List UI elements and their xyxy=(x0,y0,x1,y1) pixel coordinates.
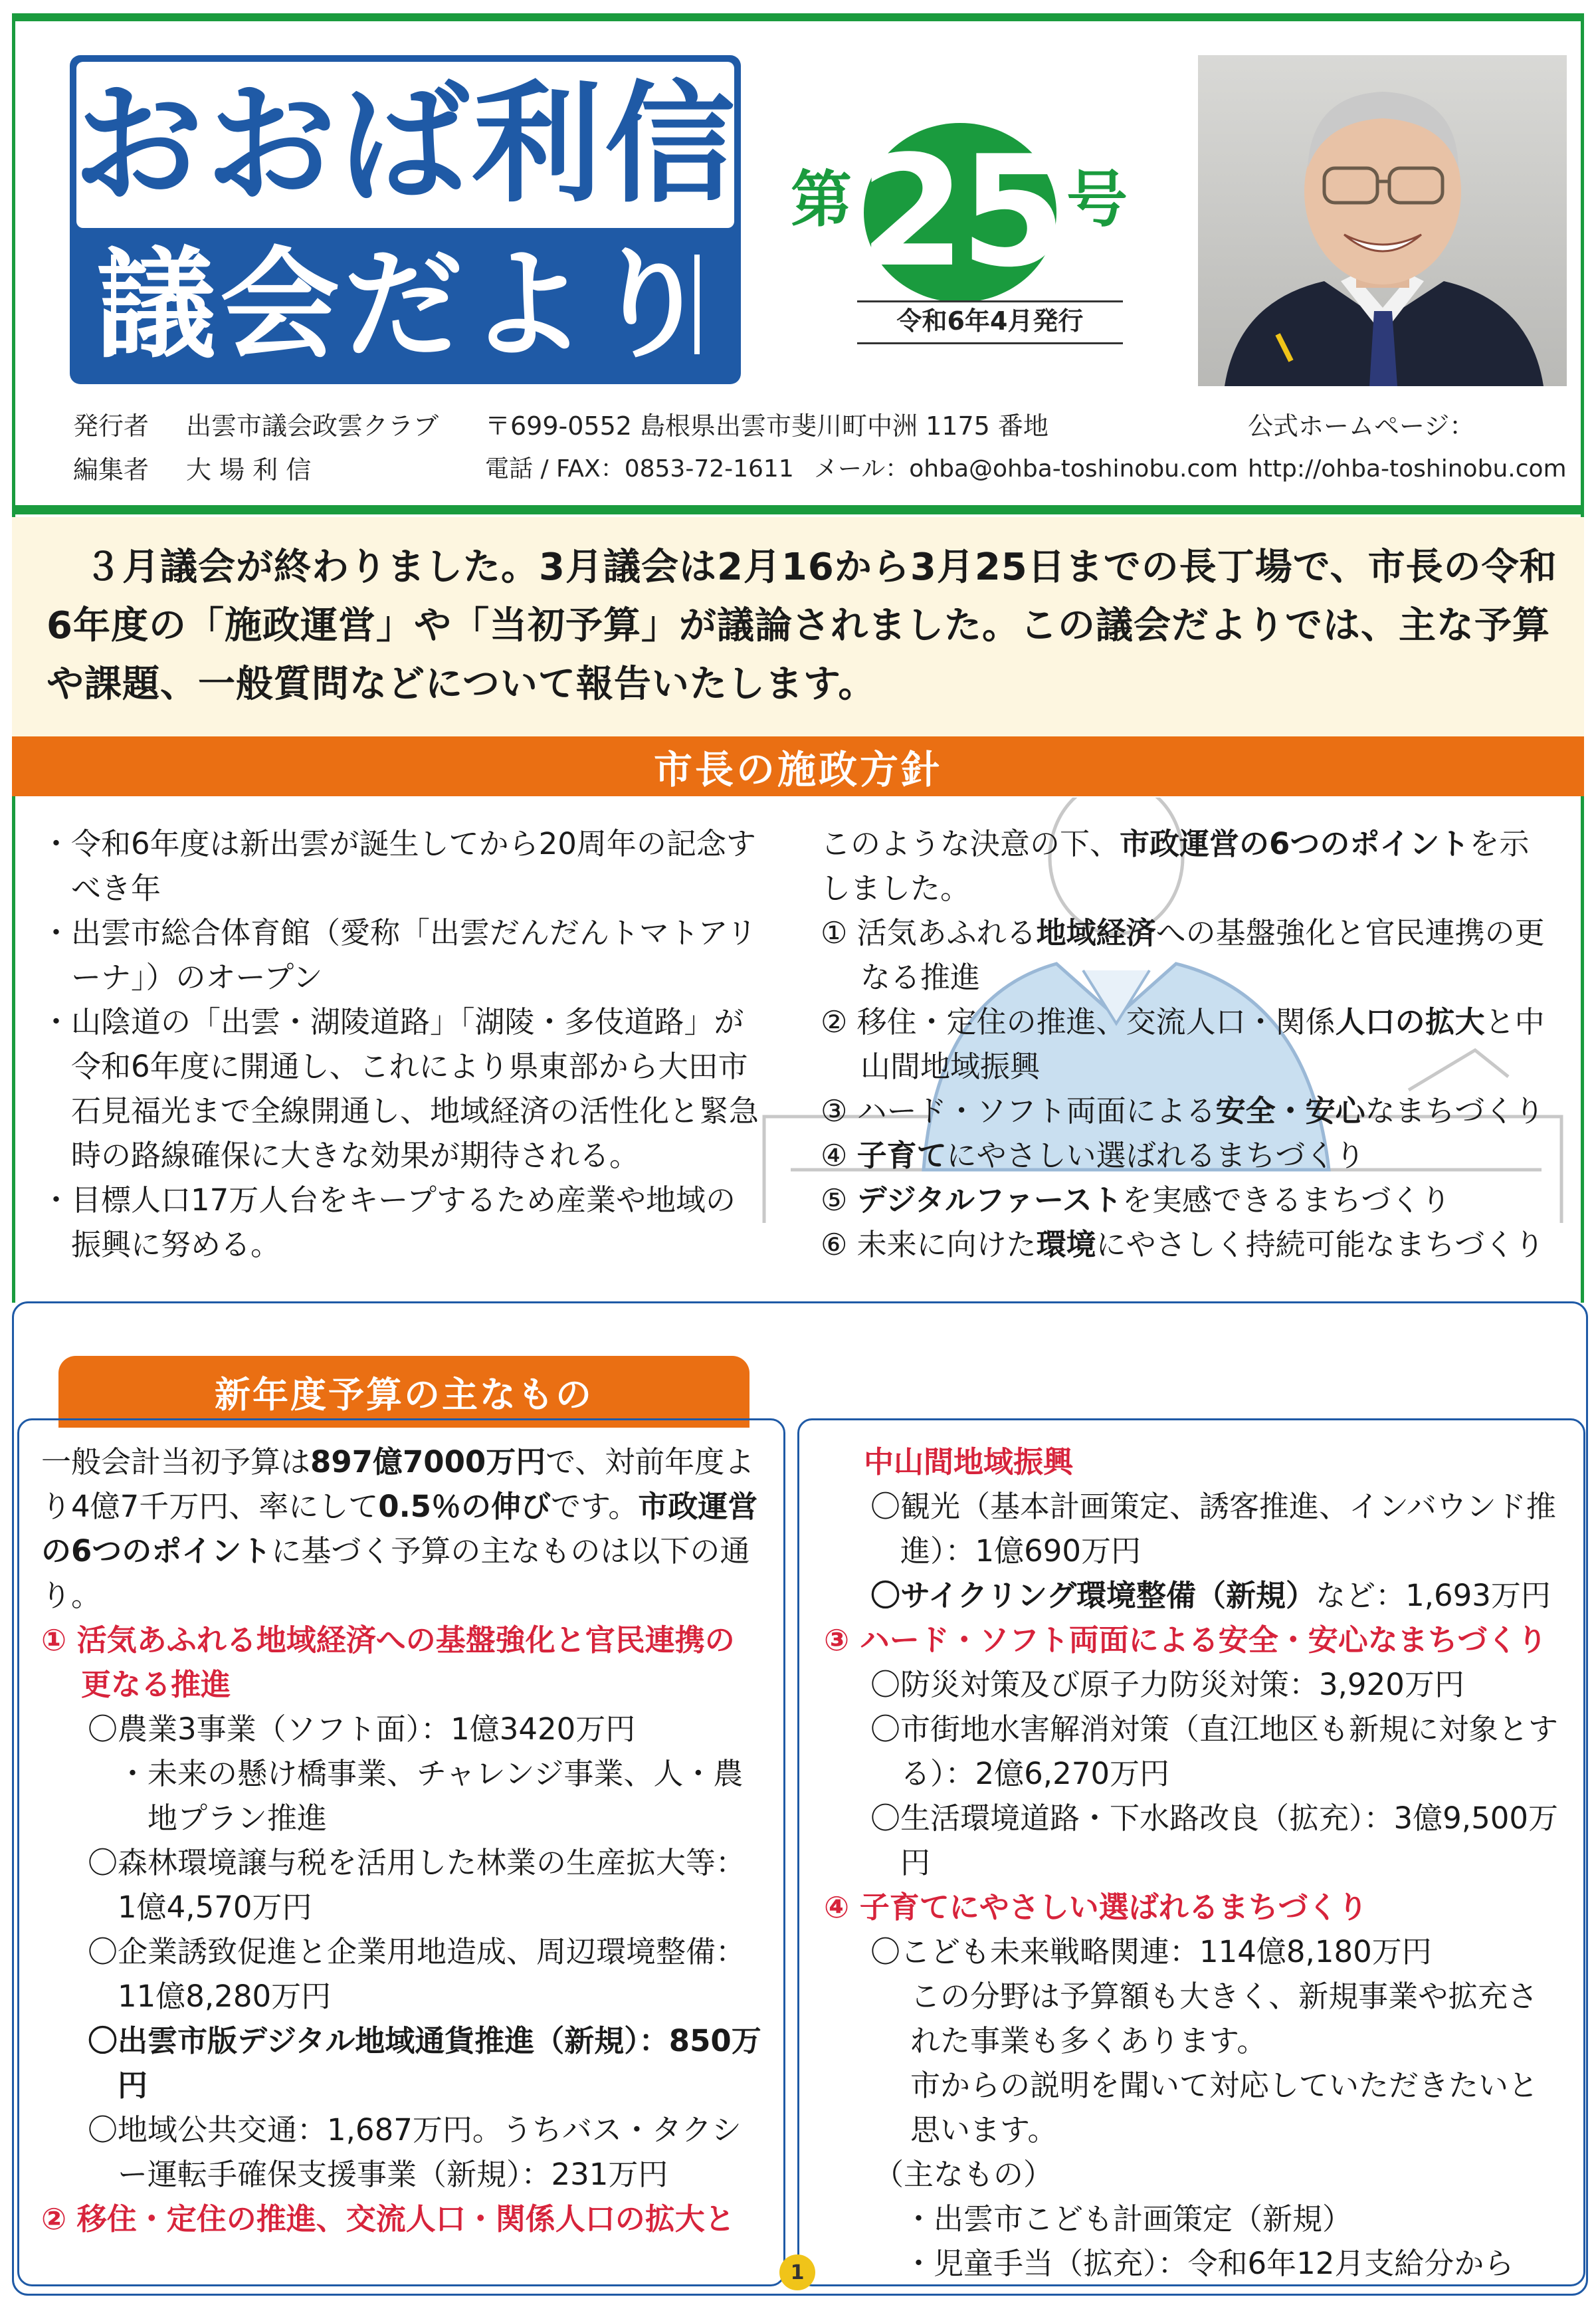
budget-item: 〇地域公共交通：1,687万円。うちバス・タクシー運転手確保支援事業（新規）：231万円 xyxy=(88,2112,742,2192)
point-text: にやさしく持続可能なまちづくり xyxy=(1096,1227,1545,1262)
lead-text: です。 xyxy=(550,1489,639,1524)
budget-item: 〇防災対策及び原子力防災対策：3,920万円 xyxy=(870,1667,1464,1702)
policy-point-6 xyxy=(821,1222,1558,1267)
point-text: ④ xyxy=(821,1138,857,1173)
policy-point-4 xyxy=(821,1133,1558,1178)
budget-item: 〇出雲市版デジタル地域通貨推進（新規）：850万円 xyxy=(88,2023,761,2103)
budget-item: 〇こども未来戦略関連：114億8,180万円 xyxy=(870,1934,1432,1969)
policy-intro-c: を示しました。 xyxy=(821,826,1530,906)
budget-right-column xyxy=(824,1440,1561,2286)
policy-point-1 xyxy=(821,911,1558,1000)
cycling-amount: など：1,693万円 xyxy=(1316,1578,1551,1613)
portrait-photo xyxy=(1198,55,1567,386)
budget-left-column xyxy=(41,1440,762,2241)
homepage-url[interactable]: http://ohba-toshinobu.com xyxy=(1248,455,1567,483)
policy-heading-bar xyxy=(12,736,1584,796)
homepage-label: 公式ホームページ： xyxy=(1248,411,1475,441)
budget-item: 〇森林環境譲与税を活用した林業の生産拡大等：1億4,570万円 xyxy=(88,1845,746,1925)
policy-intro-a: このような決意の下、 xyxy=(821,826,1120,861)
budget-item: ・出雲市こども計画策定（新規） xyxy=(904,2201,1353,2237)
intro-box xyxy=(12,517,1584,736)
budget-item: 〇企業誘致促進と企業用地造成、周辺環境整備：11億8,280万円 xyxy=(88,1934,746,2014)
policy-point-2 xyxy=(821,1000,1558,1089)
publisher-label: 発行者 xyxy=(73,411,150,441)
policy-intro-bold: 市政運営の6つのポイント xyxy=(1120,826,1470,861)
budget-item: 〇生活環境道路・下水路改良（拡充）：3億9,500万円 xyxy=(870,1801,1558,1880)
point-bold: 人口の拡大 xyxy=(1335,1004,1485,1040)
lead-amount: 897億7000万円 xyxy=(310,1444,546,1479)
issue-prefix: 第 xyxy=(791,164,852,235)
point-text: と中山間地域振興 xyxy=(860,1004,1545,1084)
point-text: ③ ハード・ソフト両面による xyxy=(821,1093,1216,1129)
point-bold: 地域経済 xyxy=(1036,915,1156,950)
budget-note: 市からの説明を聞いて対応していただきたいと思います。 xyxy=(910,2068,1539,2147)
point-text: ⑤ xyxy=(821,1182,857,1218)
publisher-phone: 電話 / FAX：0853-72-1611 xyxy=(485,455,794,483)
editor-name: 大 場 利 信 xyxy=(186,455,312,485)
point-text: ⑥ 未来に向けた xyxy=(821,1227,1037,1262)
point-text: への基盤強化と官民連携の更なる推進 xyxy=(860,915,1545,995)
issue-number-circle xyxy=(858,123,1062,302)
top-green-line xyxy=(12,13,1584,21)
budget-item: ・児童手当（拡充）：令和6年12月支給分から xyxy=(904,2246,1514,2281)
editor-label: 編集者 xyxy=(73,455,150,485)
budget-section-2-title-b: 中山間地域振興 xyxy=(864,1444,1074,1479)
lead-text: に基づく予算の主なものは以下の通り。 xyxy=(41,1533,750,1613)
budget-note: この分野は予算額も大きく、新規事業や拡充された事業も多くあります。 xyxy=(910,1979,1538,2058)
cycling-bold: 〇サイクリング環境整備（新規） xyxy=(870,1578,1316,1613)
policy-point-5 xyxy=(821,1178,1558,1222)
publisher-name: 出雲市議会政雲クラブ xyxy=(186,411,439,441)
point-text: にやさしい選ばれるまちづくり xyxy=(946,1138,1365,1173)
budget-item: 〇農業3事業（ソフト面）：1億3420万円 xyxy=(88,1711,636,1747)
budget-item: 〇観光（基本計画策定、誘客推進、インバウンド推進）：1億690万円 xyxy=(870,1489,1556,1569)
page-number: 1 xyxy=(779,2254,815,2290)
publisher-address: 〒699-0552 島根県出雲市斐川町中洲 1175 番地 xyxy=(485,411,1048,441)
budget-heading: 新年度予算の主なもの xyxy=(215,1373,593,1416)
masthead-title-line2: 議会だより xyxy=(96,236,714,375)
issue-date: 令和6年4月発行 xyxy=(857,300,1123,344)
policy-left-item: ・目標人口17万人台をキープするため産業や地域の振興に努める。 xyxy=(41,1182,736,1262)
point-text: なまちづくり xyxy=(1365,1093,1545,1129)
logo-top-panel xyxy=(73,62,738,228)
lead-points: 市政運営の6つのポイント xyxy=(41,1489,758,1569)
policy-left-item: ・山陰道の「出雲・湖陵道路」「湖陵・多伎道路」が令和6年度に開通し、これにより県東部から大田市石見福光まで全線開通し、地域経済の活性化と緊急時の路線確保に大きな効果が期待される。 xyxy=(41,1004,759,1173)
lead-rate: 0.5％の伸び xyxy=(378,1489,551,1524)
masthead-title-line1: おおば利信 xyxy=(73,69,738,221)
issue-suffix: 号 xyxy=(1066,164,1128,235)
masthead-logo xyxy=(70,55,741,384)
point-bold: 環境 xyxy=(1036,1227,1096,1262)
budget-item: 〇市街地水害解消対策（直江地区も新規に対象とする）：2億6,270万円 xyxy=(870,1711,1559,1791)
lead-text: で、対前年度より4億7千万円、率にして xyxy=(41,1444,755,1524)
logo-bottom-panel xyxy=(76,236,734,376)
budget-note: （主なもの） xyxy=(874,2157,1054,2192)
point-text: ② 移住・定住の推進、交流人口・関係 xyxy=(821,1004,1336,1040)
policy-left-item: ・出雲市総合体育館（愛称「出雲だんだんトマトアリーナ」）のオープン xyxy=(41,915,757,995)
budget-lead xyxy=(41,1440,762,1618)
budget-section-4-title: ④ 子育てにやさしい選ばれるまちづくり xyxy=(824,1890,1368,1925)
policy-heading: 市長の施政方針 xyxy=(653,747,942,792)
budget-section-1-title: ① 活気あふれる地域経済への基盤強化と官民連携の更なる推進 xyxy=(41,1622,735,1702)
lead-text: 一般会計当初予算は xyxy=(41,1444,311,1479)
point-text: を実感できるまちづくり xyxy=(1122,1182,1451,1218)
budget-section-3-title: ③ ハード・ソフト両面による安全・安心なまちづくり xyxy=(824,1622,1547,1658)
budget-section-2-title-a: ② 移住・定住の推進、交流人口・関係人口の拡大と xyxy=(41,2201,735,2237)
issue-number: 25 xyxy=(858,124,1062,301)
budget-item: ・未来の懸け橋事業、チャレンジ事業、人・農地プラン推進 xyxy=(118,1756,744,1836)
budget-heading-tab xyxy=(58,1356,749,1428)
policy-point-3 xyxy=(821,1089,1558,1133)
policy-right-column xyxy=(821,821,1558,1267)
point-bold: デジタルファースト xyxy=(856,1182,1122,1218)
point-bold: 安全・安心 xyxy=(1215,1093,1365,1129)
policy-left-item: ・令和6年度は新出雲が誕生してから20周年の記念すべき年 xyxy=(41,826,756,906)
point-text: ① 活気あふれる xyxy=(821,915,1037,950)
intro-text: ３月議会が終わりました。3月議会は2月16から3月25日までの長丁場で、市長の令和6年度の「施政運営」や「当初予算」が議論されました。この議会だよりでは、主な予算や課題、一般質問などについて報告いたします。 xyxy=(47,546,1557,706)
budget-item-cycling xyxy=(870,1573,1561,1618)
point-bold: 子育て xyxy=(856,1138,947,1173)
publisher-mail[interactable]: メール：ohba@ohba-toshinobu.com xyxy=(814,455,1239,483)
policy-left-column xyxy=(41,821,759,1267)
policy-right-intro xyxy=(821,821,1558,911)
header-divider-line xyxy=(12,505,1584,514)
